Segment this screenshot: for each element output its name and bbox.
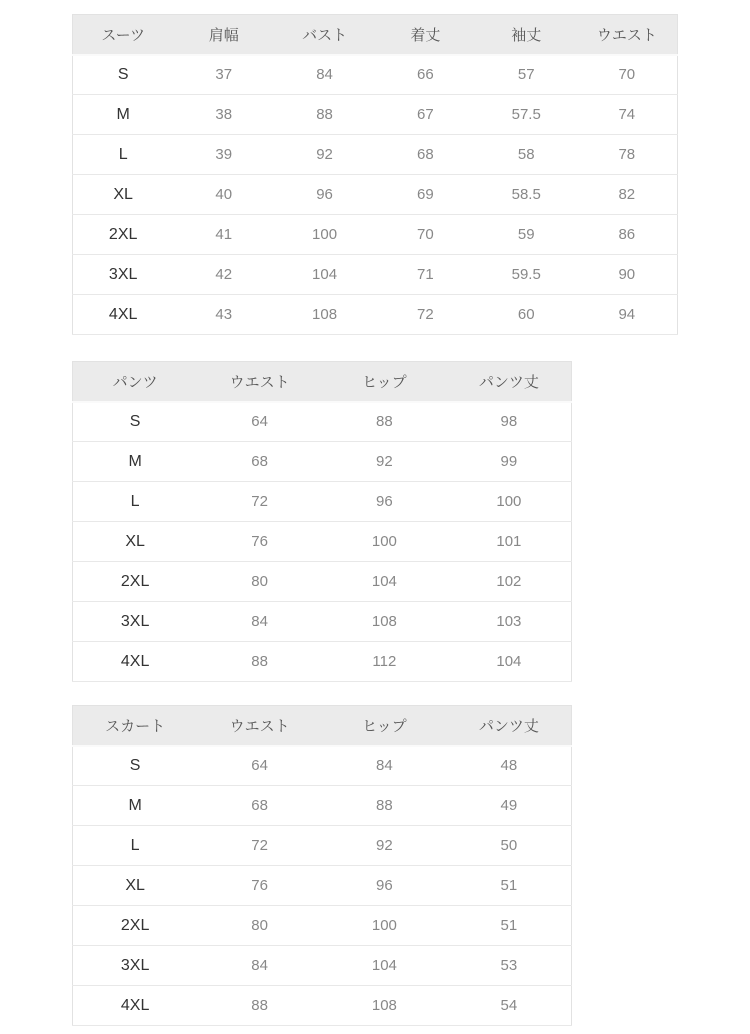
column-header: ヒップ (322, 362, 447, 402)
suit-table-body (73, 55, 678, 335)
table-row (73, 215, 678, 255)
measurement-cell: 88 (316, 106, 333, 123)
measurement-cell: 84 (376, 757, 393, 775)
table-row (73, 946, 572, 986)
measurement-cell: 98 (500, 413, 518, 431)
measurement-cell: 39 (215, 146, 233, 163)
measurement-cell: 100 (371, 533, 397, 550)
measurement-cell: 112 (372, 653, 397, 670)
size-label-cell: 3XL (108, 265, 138, 283)
measurement-cell: 80 (251, 917, 268, 934)
column-header: スカート (73, 706, 198, 746)
size-label-cell: XL (113, 185, 133, 203)
pants-table-header-row (73, 362, 572, 402)
measurement-cell: 84 (251, 957, 268, 974)
measurement-cell: 53 (500, 957, 518, 974)
size-label-cell: 2XL (120, 572, 150, 590)
column-header: 袖丈 (476, 15, 577, 55)
measurement-cell: 64 (251, 757, 268, 775)
table-row (73, 482, 572, 522)
size-label-cell: M (128, 452, 142, 470)
size-label-cell: XL (125, 876, 145, 894)
column-header: パンツ丈 (447, 362, 572, 402)
size-label-cell: 3XL (120, 612, 150, 630)
measurement-cell: 72 (251, 493, 268, 510)
pants-table-body (73, 402, 572, 682)
measurement-cell: 90 (618, 266, 636, 283)
measurement-cell: 37 (215, 66, 233, 84)
column-header: パンツ丈 (447, 706, 572, 746)
measurement-cell: 70 (618, 66, 636, 84)
size-label-cell: 2XL (120, 916, 150, 934)
table-row (73, 95, 678, 135)
measurement-cell: 59.5 (511, 266, 541, 283)
suit-size-table (72, 14, 678, 335)
measurement-cell: 76 (251, 533, 268, 550)
measurement-cell: 66 (417, 66, 434, 84)
column-header: スーツ (73, 15, 174, 55)
measurement-cell: 104 (312, 266, 338, 283)
measurement-cell: 102 (496, 573, 522, 590)
measurement-cell: 50 (500, 837, 518, 854)
measurement-cell: 88 (376, 797, 393, 814)
measurement-cell: 72 (417, 306, 434, 323)
measurement-cell: 104 (496, 653, 522, 670)
table-row (73, 135, 678, 175)
measurement-cell: 100 (371, 917, 397, 934)
skirt-size-table (72, 705, 572, 1026)
measurement-cell: 82 (618, 186, 636, 203)
size-label-cell: M (128, 796, 142, 814)
measurement-cell: 84 (251, 613, 268, 630)
size-label-cell: M (116, 105, 130, 123)
measurement-cell: 92 (376, 453, 393, 470)
measurement-cell: 68 (251, 797, 268, 814)
column-header: ウエスト (577, 15, 678, 55)
measurement-cell: 88 (376, 413, 393, 431)
measurement-cell: 57 (517, 66, 535, 84)
measurement-cell: 57.5 (511, 106, 541, 123)
measurement-cell: 54 (500, 997, 518, 1014)
measurement-cell: 108 (371, 613, 397, 630)
size-label-cell: 4XL (108, 305, 138, 323)
column-header: 肩幅 (173, 15, 274, 55)
table-row (73, 826, 572, 866)
table-row (73, 986, 572, 1026)
measurement-cell: 96 (376, 877, 393, 894)
table-row (73, 642, 572, 682)
column-header: ウエスト (197, 362, 322, 402)
table-row (73, 402, 572, 442)
measurement-cell: 67 (417, 106, 434, 123)
measurement-cell: 51 (500, 917, 518, 934)
measurement-cell: 99 (500, 453, 518, 470)
measurement-cell: 108 (371, 997, 397, 1014)
measurement-cell: 68 (417, 146, 434, 163)
column-header: ウエスト (197, 706, 322, 746)
column-header: 着丈 (375, 15, 476, 55)
size-label-cell: S (129, 756, 141, 774)
measurement-cell: 48 (500, 757, 518, 775)
size-label-cell: L (130, 836, 140, 854)
suit-table-header-row (73, 15, 678, 55)
measurement-cell: 64 (251, 413, 268, 431)
measurement-cell: 68 (251, 453, 268, 470)
size-label-cell: XL (125, 532, 145, 550)
size-label-cell: S (129, 412, 141, 430)
table-row (73, 295, 678, 335)
measurement-cell: 58.5 (511, 186, 541, 203)
measurement-cell: 103 (496, 613, 522, 630)
table-row (73, 255, 678, 295)
measurement-cell: 60 (517, 306, 535, 323)
table-row (73, 866, 572, 906)
size-label-cell: 3XL (120, 956, 150, 974)
measurement-cell: 72 (251, 837, 268, 854)
size-label-cell: 4XL (120, 652, 150, 670)
column-header: バスト (274, 15, 375, 55)
skirt-table-body (73, 746, 572, 1026)
size-label-cell: L (130, 492, 140, 510)
table-row (73, 175, 678, 215)
measurement-cell: 92 (376, 837, 393, 854)
measurement-cell: 92 (316, 146, 333, 163)
table-row (73, 522, 572, 562)
measurement-cell: 104 (371, 573, 397, 590)
size-label-cell: S (117, 65, 129, 83)
measurement-cell: 104 (371, 957, 397, 974)
size-label-cell: L (118, 145, 128, 163)
measurement-cell: 42 (215, 266, 233, 283)
measurement-cell: 84 (316, 66, 333, 84)
table-row (73, 55, 678, 95)
measurement-cell: 58 (517, 146, 535, 163)
measurement-cell: 49 (500, 797, 518, 814)
column-header: パンツ (73, 362, 198, 402)
measurement-cell: 101 (496, 533, 522, 550)
measurement-cell: 51 (500, 877, 518, 894)
measurement-cell: 71 (417, 266, 434, 283)
measurement-cell: 88 (251, 997, 268, 1014)
measurement-cell: 96 (316, 186, 333, 203)
size-label-cell: 2XL (108, 225, 138, 243)
measurement-cell: 40 (215, 186, 233, 203)
measurement-cell: 41 (215, 226, 233, 243)
measurement-cell: 69 (417, 186, 434, 203)
measurement-cell: 78 (618, 146, 636, 163)
measurement-cell: 86 (618, 226, 636, 243)
measurement-cell: 88 (251, 653, 268, 670)
size-label-cell: 4XL (120, 996, 150, 1014)
measurement-cell: 74 (618, 106, 636, 123)
table-row (73, 786, 572, 826)
table-row (73, 906, 572, 946)
pants-size-table (72, 361, 572, 682)
table-row (73, 442, 572, 482)
measurement-cell: 76 (251, 877, 268, 894)
measurement-cell: 38 (215, 106, 233, 123)
measurement-cell: 70 (417, 226, 434, 243)
table-row (73, 602, 572, 642)
measurement-cell: 43 (215, 306, 233, 323)
measurement-cell: 100 (312, 226, 338, 243)
measurement-cell: 108 (312, 306, 338, 323)
measurement-cell: 80 (251, 573, 268, 590)
skirt-table-header-row (73, 706, 572, 746)
table-row (73, 746, 572, 786)
measurement-cell: 94 (618, 306, 636, 323)
measurement-cell: 96 (376, 493, 393, 510)
table-row (73, 562, 572, 602)
measurement-cell: 100 (496, 493, 522, 510)
measurement-cell: 59 (517, 226, 535, 243)
column-header: ヒップ (322, 706, 447, 746)
